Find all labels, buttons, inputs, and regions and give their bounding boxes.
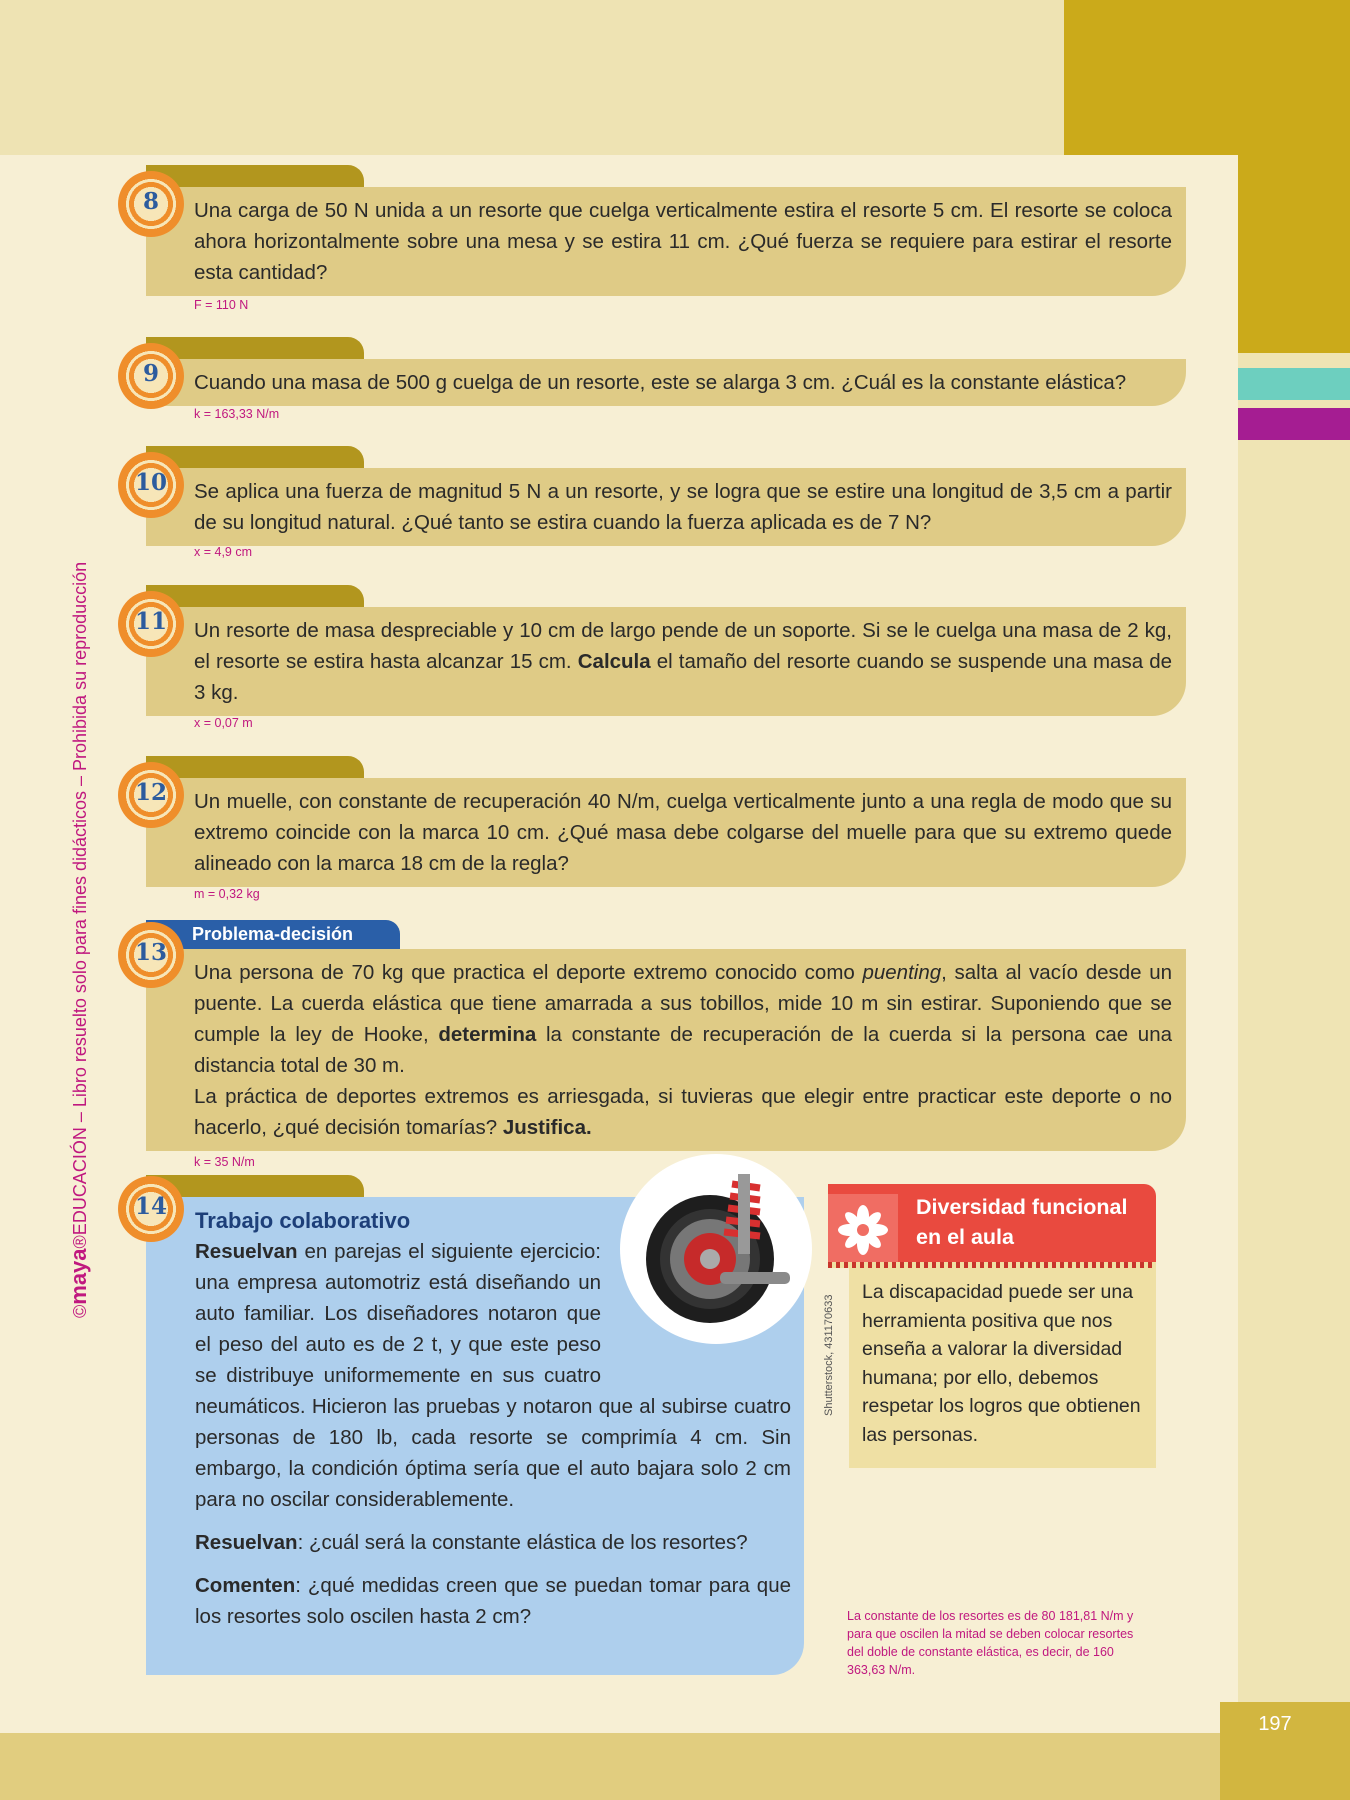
diversity-box-text: La discapacidad puede ser una herramienta positiva que nos enseña a valorar la diversidad humana; por ello, debemos respetar los logros que obtienen las personas. — [862, 1281, 1141, 1446]
copyright-notice: ®EDUCACIÓN – Libro resuelto solo para fines didácticos – Prohibida su reproducción — [70, 561, 90, 1249]
collaborative-problem-text: en parejas el siguiente ejercicio: una empresa automotriz está diseñando un auto familiar. Los diseñadores notaron que el peso del auto es de 2 t, y que este peso se distribuye uniformemente en sus cuatro neumáticos. Hicieron las pruebas y notaron que al subirse cuatro personas de 180 lb, cada resorte se comprimía 4 cm. Sin embargo, la condición óptima sería que el auto bajara solo 2 cm para no oscilar considerablemente. — [195, 1240, 791, 1511]
exercise-number: 14 — [134, 1193, 167, 1220]
exercise-11-text: Un resorte de masa despreciable y 10 cm de largo pende de un soporte. Si se le cuelga una masa de 2 kg, el resorte se estira hasta alcanzar 15 cm. — [194, 619, 1172, 673]
exercise-11-panel — [146, 607, 1186, 716]
question-1-text: : ¿cuál será la constante elástica de los resortes? — [297, 1531, 748, 1554]
exercise-13-panel — [146, 949, 1186, 1151]
collaborative-work-text — [195, 1205, 791, 1632]
exercise-13-text-end: la constante de recuperación de la cuerda si la persona cae una distancia total de 30 m. — [194, 1023, 1172, 1077]
exercise-8 — [118, 165, 1178, 315]
bottom-band — [0, 1733, 1350, 1800]
exercise-9 — [118, 337, 1178, 427]
question-1-keyword: Resuelvan — [195, 1531, 298, 1554]
exercise-12-answer: m = 0,32 kg — [194, 887, 260, 901]
exercise-12-panel — [146, 778, 1186, 887]
exercise-number-badge — [118, 922, 184, 988]
corner-gold-block — [1064, 0, 1350, 155]
exercise-11-text-end: el tamaño del resorte cuando se suspende una masa de 3 kg. — [194, 650, 1173, 704]
right-strip — [1238, 440, 1350, 1702]
exercise-13 — [118, 920, 1178, 1170]
exercise-10 — [118, 446, 1178, 566]
exercise-number: 9 — [142, 360, 159, 387]
exercise-12 — [118, 756, 1178, 906]
exercise-number: 12 — [134, 779, 167, 806]
exercise-number-badge — [118, 343, 184, 409]
exercise-number-badge — [118, 1176, 184, 1242]
exercise-10-text: Se aplica una fuerza de magnitud 5 N a un resorte, y se logra que se estire una longitud de 3,5 cm a partir de su longitud natural. ¿Qué tanto se estira cuando la fuerza aplicada es de 7 N? — [194, 480, 1172, 534]
exercise-number: 11 — [134, 608, 167, 635]
image-credit: Shutterstock, 431170633 — [823, 1294, 835, 1416]
brand-logo-text: maya — [66, 1248, 91, 1305]
question-2 — [195, 1570, 791, 1632]
exercise-number-badge — [118, 452, 184, 518]
section-tab-teal[interactable] — [1238, 368, 1350, 400]
right-gold-strip — [1238, 155, 1350, 353]
question-2-text: : ¿qué medidas creen que se puedan tomar para que los resortes solo oscilen hasta 2 cm? — [195, 1574, 791, 1628]
exercise-9-panel — [146, 359, 1186, 406]
exercise-number-badge — [118, 171, 184, 237]
exercise-13-justify-keyword: Justifica. — [502, 1116, 592, 1139]
diversity-box-divider — [828, 1262, 1156, 1268]
exercise-number: 13 — [134, 939, 167, 966]
collaborative-work-body — [195, 1236, 791, 1515]
exercise-13-keyword: determina — [438, 1023, 537, 1046]
exercise-8-text: Una carga de 50 N unida a un resorte que cuelga verticalmente estira el resorte 5 cm. El resorte se coloca ahora horizontalmente sobre una mesa y se estira 11 cm. ¿Qué fuerza se requiere para estirar el resorte esta cantidad? — [194, 199, 1172, 284]
exercise-11-keyword: Calcula — [577, 650, 651, 673]
problem-decision-tab: Problema-decisión — [146, 920, 400, 949]
copyright-side-text — [66, 483, 92, 1318]
page-number: 197 — [1258, 1713, 1292, 1735]
diversity-icon-box — [828, 1194, 898, 1266]
collaborative-work-title: Trabajo colaborativo — [195, 1208, 411, 1233]
exercise-10-answer: x = 4,9 cm — [194, 545, 253, 559]
exercise-number: 10 — [134, 469, 167, 496]
exercise-number-badge — [118, 762, 184, 828]
exercise-9-text: Cuando una masa de 500 g cuelga de un resorte, este se alarga 3 cm. ¿Cuál es la constante elástica? — [194, 371, 1127, 394]
exercise-number: 8 — [142, 188, 159, 215]
exercise-11-answer: x = 0,07 m — [194, 716, 253, 730]
copyright-symbol: © — [70, 1304, 90, 1318]
exercise-13-answer: k = 35 N/m — [194, 1155, 255, 1169]
exercise-11 — [118, 585, 1178, 735]
exercise-13-text-cont: , salta al vacío desde un puente. La cuerda elástica que tiene amarrada a sus tobillos, mide 10 m sin estirar. Suponiendo que se cumple la ley de Hooke, — [194, 961, 1173, 1046]
exercise-8-answer: F = 110 N — [194, 298, 249, 312]
question-2-keyword: Comenten — [195, 1574, 296, 1597]
exercise-8-panel — [146, 187, 1186, 296]
resuelvan-keyword: Resuelvan — [195, 1240, 298, 1263]
exercise-number-badge — [118, 591, 184, 657]
exercise-13-decision-text: La práctica de deportes extremos es arriesgada, si tuvieras que elegir entre practicar este deporte o no hacerlo, ¿qué decisión tomarías? — [194, 1085, 1172, 1139]
exercise-10-panel — [146, 468, 1186, 546]
question-1 — [195, 1527, 791, 1558]
image-wrap-spacer — [601, 1236, 791, 1366]
section-tab-magenta[interactable] — [1238, 408, 1350, 440]
asterisk-flower-icon — [828, 1194, 898, 1266]
diversity-box-title: Diversidad funcional en el aula — [916, 1195, 1128, 1249]
exercise-13-text: Una persona de 70 kg que practica el deporte extremo conocido como — [194, 961, 863, 984]
exercise-14-answer: La constante de los resortes es de 80 181,81 N/m y para que oscilen la mitad se deben colocar resortes del doble de constante elástica, es decir, de 160 363,63 N/m. — [847, 1609, 1134, 1677]
exercise-12-text: Un muelle, con constante de recuperación 40 N/m, cuelga verticalmente junto a una regla de modo que su extremo coincide con la marca 10 cm. ¿Qué masa debe colgarse del muelle para que su extremo quede alineado con la marca 18 cm de la regla? — [194, 790, 1172, 875]
exercise-13-italic-term: puenting — [862, 961, 942, 984]
exercise-9-answer: k = 163,33 N/m — [194, 407, 280, 421]
